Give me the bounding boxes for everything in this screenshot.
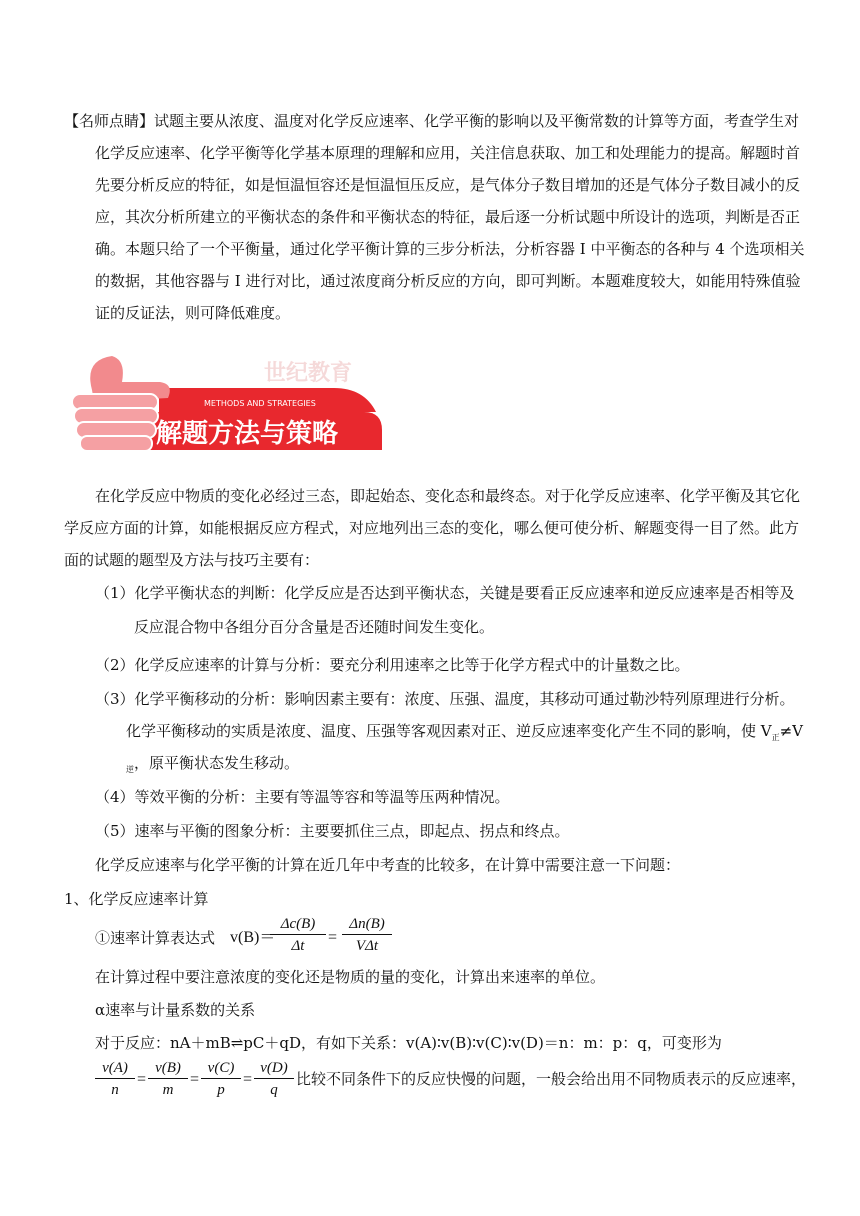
ratio-fraction-b (148, 1058, 188, 1101)
alpha-heading: α速率与计量系数的关系 (95, 1001, 256, 1019)
item-3-text: 化学平衡移动的实质是浓度、温度、压强等客观因素对正、逆反应速率变化产生不同的影响，使 V (126, 722, 772, 740)
fraction-dn-vdt (342, 914, 392, 957)
forward-subscript: 正 (771, 733, 780, 742)
item-3: （3）化学平衡移动的分析：影响因素主要有：浓度、压强、温度，其移动可通过勒沙特列原理进行分析。 (95, 690, 795, 708)
fraction-denominator: m (162, 1082, 174, 1098)
fraction-denominator: n (111, 1082, 119, 1098)
tip-line: 先要分析反应的特征，如是恒温恒容还是恒温恒压反应，是气体分子数目增加的还是气体分子数目减小的反 (95, 176, 801, 194)
fraction-numerator: v(D) (254, 1058, 294, 1079)
ratio-fraction-d (254, 1058, 294, 1101)
tip-line: 证的反证法，则可降低难度。 (95, 304, 291, 322)
section-heading: 1、化学反应速率计算 (64, 890, 209, 908)
intro-line: 在化学反应中物质的变化必经过三态，即起始态、变化态和最终态。对于化学反应速率、化学平衡及其它化 (95, 487, 801, 505)
equals-sign: = (190, 1071, 200, 1088)
fraction-numerator: Δc(B) (270, 914, 326, 935)
item-2: （2）化学反应速率的计算与分析：要充分利用速率之比等于化学方程式中的计量数之比。 (95, 656, 690, 674)
fraction-numerator: v(C) (201, 1058, 241, 1079)
item-5: （5）速率与平衡的图象分析：主要要抓住三点，即起点、拐点和终点。 (95, 822, 570, 840)
intro-line: 面的试题的题型及方法与技巧主要有： (64, 551, 320, 569)
fraction-dc-dt (270, 914, 326, 957)
tip-line: 【名师点睛】试题主要从浓度、温度对化学反应速率、化学平衡的影响以及平衡常数的计算等方面，考查学生对 (64, 112, 800, 130)
intro-line: 学反应方面的计算，如能根据反应方程式，对应地列出三态的变化，哪么便可使分析、解题变得一目了然。此方 (64, 519, 800, 537)
equals-sign: = (243, 1071, 253, 1088)
banner-watermark: 世纪教育 (264, 361, 353, 386)
ratio-fraction-a (95, 1058, 135, 1101)
reverse-subscript: 逆 (126, 765, 134, 774)
item-3-continued (126, 721, 803, 748)
item-1-continued: 反应混合物中各组分百分含量是否还随时间发生变化。 (134, 618, 495, 636)
tip-line: 化学反应速率、化学平衡等化学基本原理的理解和应用，关注信息获取、加工和处理能力的提高。解题时首 (95, 144, 801, 162)
banner-subtitle: METHODS AND STRATEGIES (204, 399, 316, 408)
fraction-denominator: p (217, 1082, 225, 1098)
summary-line: 化学反应速率与化学平衡的计算在近几年中考查的比较多，在计算中需要注意一下问题： (95, 856, 681, 874)
fraction-denominator: q (270, 1082, 278, 1098)
tip-line: 的数据，其他容器与 I 进行对比，通过浓度商分析反应的方向，即可判断。本题难度较大，如能用特殊值验 (95, 272, 801, 290)
equals-sign: = (137, 1071, 147, 1088)
fraction-numerator: v(B) (148, 1058, 188, 1079)
fraction-numerator: Δn(B) (342, 914, 392, 935)
formula-lhs: v(B)＝ (230, 929, 276, 946)
ratio-fraction-c (201, 1058, 241, 1101)
fraction-denominator: Δt (291, 938, 305, 954)
tip-line: 确。本题只给了一个平衡量，通过化学平衡计算的三步分析法，分析容器 I 中平衡态的各种与 4 个选项相关 (95, 240, 805, 258)
item-3-end-text: ，原平衡状态发生移动。 (134, 754, 300, 772)
methods-banner (64, 350, 414, 460)
item-3-end (126, 753, 299, 780)
note-line: 在计算过程中要注意浓度的变化还是物质的量的变化，计算出来速率的单位。 (95, 968, 606, 986)
equals-sign: = (328, 929, 338, 946)
fraction-denominator: VΔt (355, 938, 379, 954)
thumbs-up-banner-graphic (64, 350, 414, 460)
tail-line: 比较不同条件下的反应快慢的问题，一般会给出用不同物质表示的反应速率， (296, 1070, 807, 1088)
inequality: ≠V (779, 722, 804, 740)
reaction-line: 对于反应：nA＋mB⇌pC＋qD，有如下关系：v(A)∶v(B)∶v(C)∶v(D)＝n：m：p：q，可变形为 (95, 1034, 722, 1052)
tip-line: 应，其次分析所建立的平衡状态的条件和平衡状态的特征，最后逐一分析试题中所设计的选项，判断是否正 (95, 208, 801, 226)
banner-title: 解题方法与策略 (156, 419, 339, 449)
item-4: （4）等效平衡的分析：主要有等温等容和等温等压两种情况。 (95, 788, 510, 806)
item-1: （1）化学平衡状态的判断：化学反应是否达到平衡状态，关键是要看正反应速率和逆反应速率是否相等及 (95, 584, 795, 602)
fraction-numerator: v(A) (95, 1058, 135, 1079)
formula-label: ①速率计算表达式 (95, 929, 216, 947)
